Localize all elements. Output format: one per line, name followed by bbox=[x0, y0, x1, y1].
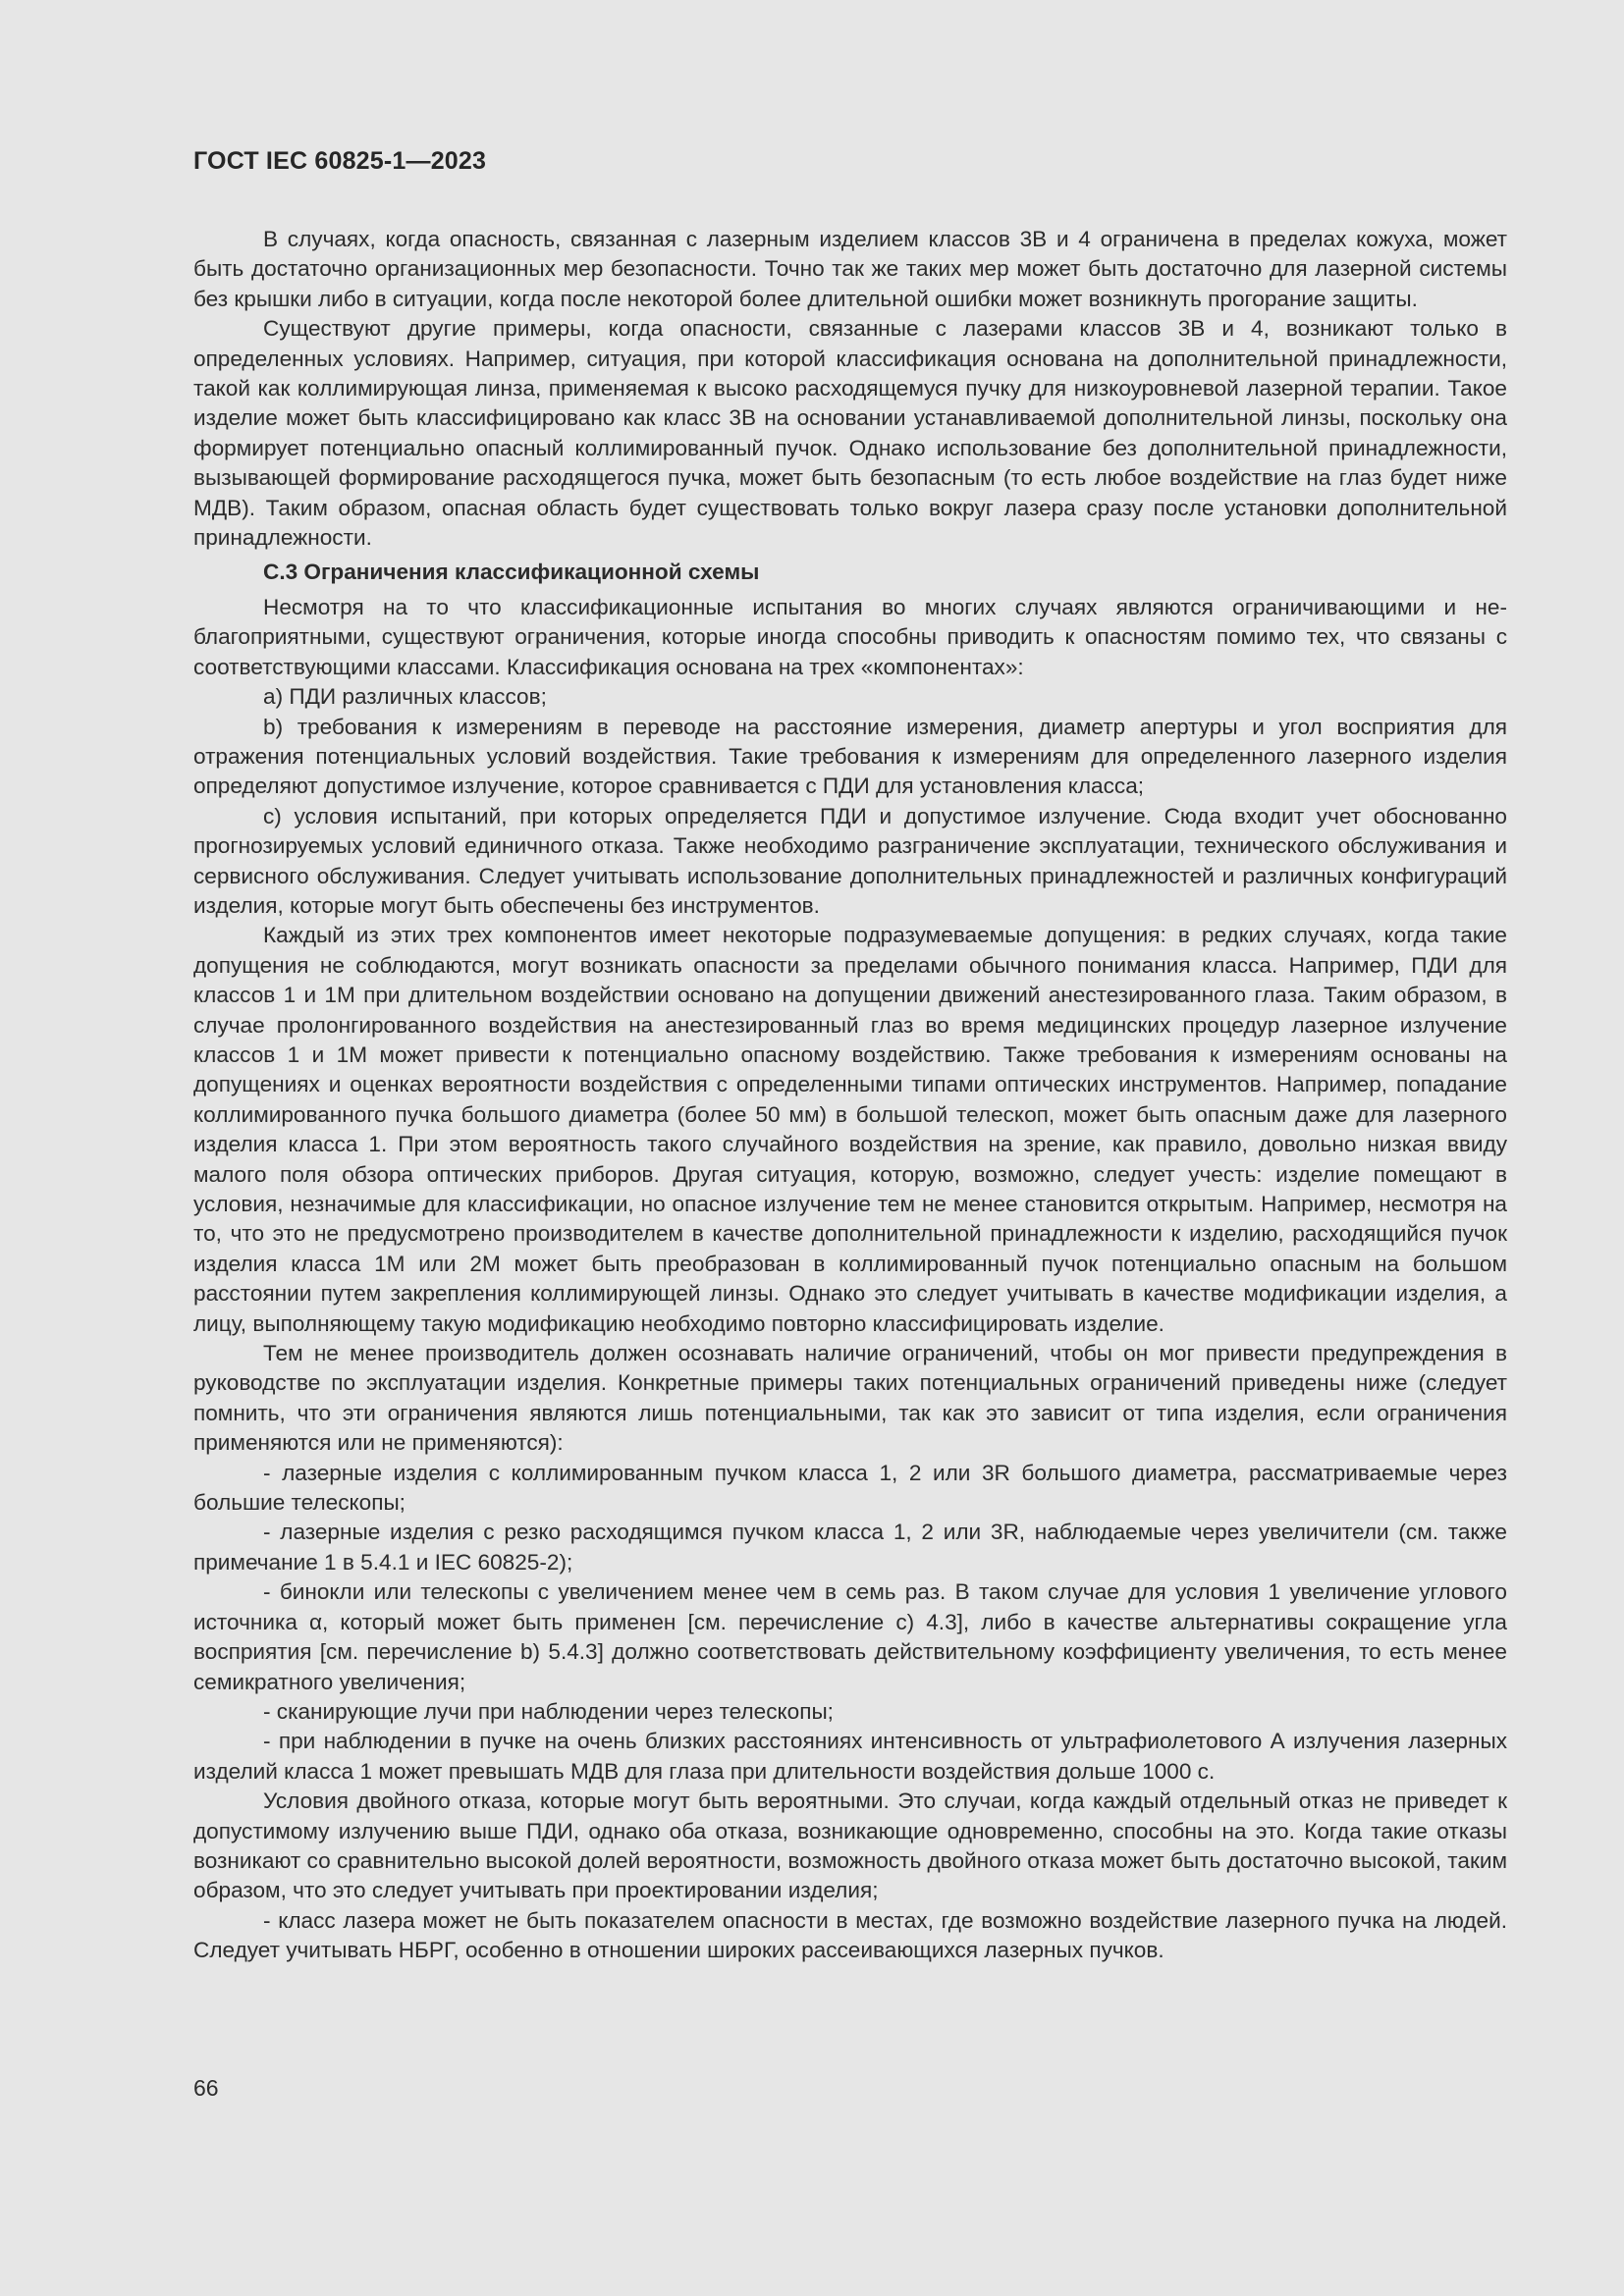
paragraph: Несмотря на то что классификационные испытания во многих случаях являются ограничивающими и неблагоприятными, существуют ограничения, которые иногда способны приводить к опасностям помимо тех, что связаны с соответствующими классами. Классификация основана на трех «компонентах»: bbox=[193, 594, 1507, 679]
paragraph: Существуют другие примеры, когда опасности, связанные с лазерами классов 3В и 4, возникают только в определенных условиях. Например, ситуация, при которой классификация основана на дополнительной принадлежности, такой как коллимирующая линза, применяемая к высоко расходящемуся пучку для низкоуровневой лазерной терапии. Такое изделие может быть классифицировано как класс 3В на основании устанавливаемой дополнительной линзы, поскольку она формирует потенциально опасный коллимированный пучок. Однако использование без дополнительной принадлежности, вызывающей формирование расходящегося пучка, может быть безопасным (то есть любое воздействие на глаз будет ниже МДВ). Таким образом, опасная область будет существовать только вокруг лазера сразу после установки дополнительной принадлежности. bbox=[193, 316, 1507, 551]
paragraph: Каждый из этих трех компонентов имеет некоторые подразумеваемые допущения: в редких случаях, когда такие допущения не соблюдаются, могут возникать опасности за пределами обычного понимания класса. Например, ПДИ для классов 1 и 1М при длительном воздействии основано на допущении движений анестезированного глаза. Таким образом, в случае пролонгированного воздействия на анестезированный глаз во время медицинских процедур лазерное излучение классов 1 и 1М может привести к потенциально опасному воздействию. Также требования к измерениям основаны на допущениях и оценках вероятности воздействия с определенными типами оптических инструментов. Например, попадание коллимированного пучка большого диаметра (более 50 мм) в большой телескоп, может быть опасным даже для лазерного изделия класса 1. При этом вероятность такого случайного воздействия на зрение, как правило, довольно низкая ввиду малого поля обзора оптических приборов. Другая ситуация, которую, возможно, следует учесть: изделие помещают в условия, незначимые для классификации, но опасное излучение тем не менее становится открытым. Например, несмотря на то, что это не предусмотрено производителем в качестве дополнительной принадлежности к изделию, расходящийся пучок изделия класса 1М или 2М может быть преобразован в коллимированный пучок потенциально опасным на большом расстоянии путем закрепления коллимирующей линзы. Однако это следует учитывать в качестве модификации изделия, а лицу, выполняющему такую модификацию необходимо повторно классифицировать изделие. bbox=[193, 923, 1507, 1336]
dash-list-item: - лазерные изделия с резко расходящимся пучком класса 1, 2 или 3R, наблюдаемые через увеличители (см. также примечание 1 в 5.4.1 и IEC 60825-2); bbox=[193, 1520, 1507, 1575]
list-item-a: a) ПДИ различных классов; bbox=[263, 684, 547, 710]
paragraph: В случаях, когда опасность, связанная с лазерным изделием классов 3В и 4 ограничена в пределах кожуха, может быть достаточно организационных мер безопасности. Точно так же таких мер может быть достаточно для лазерной системы без крышки либо в ситуации, когда после некоторой более длительной ошибки может возникнуть прогорание защиты. bbox=[193, 227, 1507, 311]
paragraph: Условия двойного отказа, которые могут быть вероятными. Это случаи, когда каждый отдельный отказ не приведет к допустимому излучению выше ПДИ, однако оба отказа, возникающие одновременно, способны на это. Когда такие отказы возникают со сравнительно высокой долей вероятности, возможность двойного отказа может быть достаточно высокой, таким образом, что это следует учитывать при проектировании изделия; bbox=[193, 1789, 1507, 1903]
dash-list-item: - бинокли или телескопы с увеличением менее чем в семь раз. В таком случае для условия 1 увеличение углового источника α, который может быть применен [см. перечисление с) 4.3], либо в качестве альтернативы сокращение угла восприятия [см. перечисление b) 5.4.3] должно соответствовать действительному коэффициенту увеличения, то есть менее семикратного увеличения; bbox=[193, 1579, 1507, 1694]
list-item-c: c) условия испытаний, при которых определяется ПДИ и допустимое излучение. Сюда входит учет обоснованно прогнозируемых условий единичного отказа. Также необходимо разграничение эксплуатации, технического обслуживания и сервисного обслуживания. Следует учитывать использование дополнительных принадлежностей и различных конфигураций изделия, которые могут быть обеспечены без инструментов. bbox=[193, 803, 1507, 918]
dash-list-item: - лазерные изделия с коллимированным пучком класса 1, 2 или 3R большого диаметра, рассматриваемые через большие телескопы; bbox=[193, 1460, 1507, 1516]
document-body bbox=[193, 225, 1507, 1966]
dash-list-item: - при наблюдении в пучке на очень близких расстояниях интенсивность от ультрафиолетового А излучения лазерных изделий класса 1 может превышать МДВ для глаза при длительности воздействия дольше 1000 с. bbox=[193, 1729, 1507, 1784]
dash-list-item: - класс лазера может не быть показателем опасности в местах, где возможно воздействие лазерного пучка на людей. Следует учитывать НБРГ, особенно в отношении широких рассеивающихся лазерных пучков. bbox=[193, 1907, 1507, 1963]
dash-list-item: - сканирующие лучи при наблюдении через телескопы; bbox=[263, 1698, 834, 1724]
document-header: ГОСТ IEC 60825-1—2023 bbox=[193, 147, 487, 175]
section-heading: С.3 Ограничения классификационной схемы bbox=[263, 560, 760, 585]
page-number: 66 bbox=[193, 2075, 219, 2101]
list-item-b: b) требования к измерениям в переводе на расстояние измерения, диаметр апертуры и угол восприятия для отражения потенциальных условий воздействия. Такие требования к измерениям для определенного лазерного изделия определяют допустимое излучение, которое сравнивается с ПДИ для установления класса; bbox=[193, 714, 1507, 799]
paragraph: Тем не менее производитель должен осознавать наличие ограничений, чтобы он мог привести предупреждения в руководстве по эксплуатации изделия. Конкретные примеры таких потенциальных ограничений приведены ниже (следует помнить, что эти ограничения являются лишь потенциальными, так как это зависит от типа изделия, если ограничения применяются или не применяются): bbox=[193, 1341, 1507, 1456]
